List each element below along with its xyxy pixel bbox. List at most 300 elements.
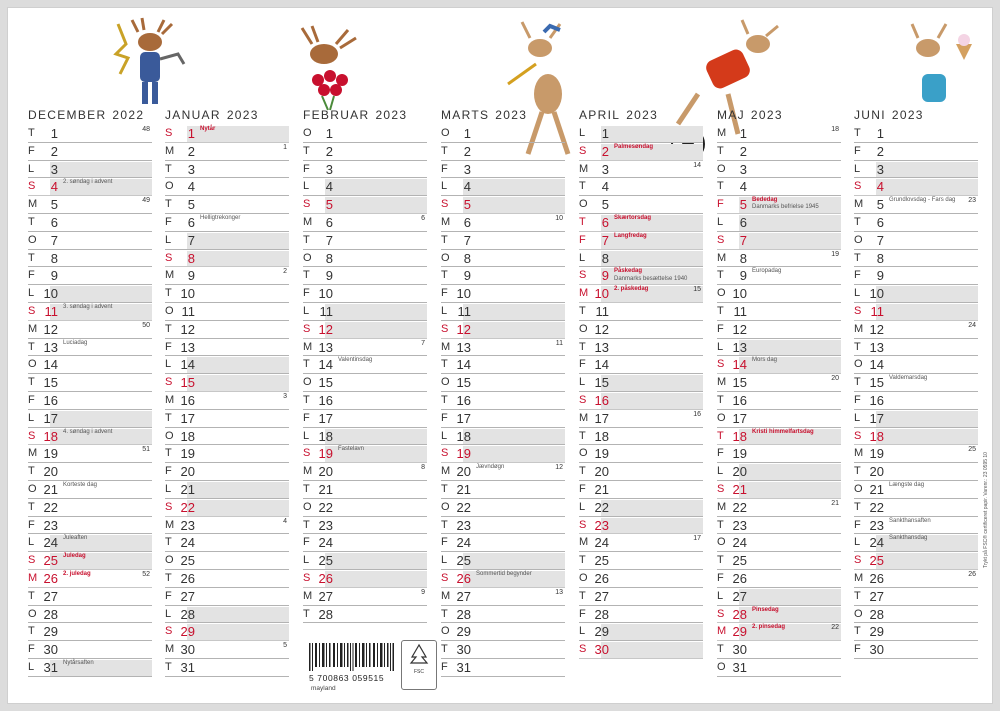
day-number: 7 (876, 232, 884, 248)
weekday-letter: F (165, 215, 172, 228)
weekday-letter: L (854, 536, 861, 549)
day-row[interactable] (441, 463, 565, 481)
weekday-letter: O (441, 500, 450, 513)
weekday-letter: O (303, 251, 312, 264)
day-row[interactable] (165, 481, 289, 499)
weekday-letter: S (854, 180, 862, 193)
weekday-letter: F (28, 643, 35, 656)
day-row[interactable] (165, 321, 289, 339)
day-row[interactable] (303, 570, 427, 588)
day-row[interactable] (854, 410, 978, 428)
day-number: 27 (43, 588, 58, 604)
day-row[interactable] (717, 641, 841, 659)
day-row[interactable] (579, 374, 703, 392)
day-row[interactable] (717, 588, 841, 606)
day-row[interactable] (303, 250, 427, 268)
day-row[interactable] (165, 125, 289, 143)
day-number: 18 (43, 428, 58, 444)
weekday-letter: F (28, 518, 35, 531)
day-row[interactable] (854, 374, 978, 392)
day-row[interactable] (165, 303, 289, 321)
day-row[interactable] (854, 517, 978, 535)
day-row[interactable] (854, 463, 978, 481)
day-row[interactable] (579, 534, 703, 552)
day-row[interactable] (165, 410, 289, 428)
day-number: 13 (180, 339, 195, 355)
holiday-name: 4. søndag i advent (63, 428, 113, 435)
day-number: 13 (318, 339, 333, 355)
weekday-letter: F (579, 233, 586, 246)
day-row[interactable] (165, 232, 289, 250)
day-row[interactable] (28, 143, 152, 161)
day-row[interactable] (579, 303, 703, 321)
day-row[interactable] (165, 534, 289, 552)
day-row[interactable] (165, 659, 289, 677)
day-number: 29 (180, 624, 195, 640)
weekday-letter: T (854, 251, 861, 264)
weekday-letter: S (717, 607, 725, 620)
weekday-letter: F (717, 322, 724, 335)
day-row[interactable] (303, 481, 427, 499)
day-row[interactable] (441, 499, 565, 517)
day-row[interactable] (441, 303, 565, 321)
day-row[interactable] (579, 143, 703, 161)
day-row[interactable] (579, 499, 703, 517)
day-row[interactable] (441, 374, 565, 392)
day-row[interactable] (717, 125, 841, 143)
day-row[interactable] (28, 125, 152, 143)
day-number: 19 (869, 446, 884, 462)
day-row[interactable] (717, 339, 841, 357)
week-number: 11 (555, 339, 563, 347)
day-row[interactable] (441, 250, 565, 268)
day-row[interactable] (441, 623, 565, 641)
day-row[interactable] (717, 659, 841, 677)
holiday-name: Helligtrekonger (200, 214, 241, 221)
day-row[interactable] (441, 552, 565, 570)
weekend-shade (739, 233, 841, 249)
day-row[interactable] (28, 481, 152, 499)
day-row[interactable] (165, 214, 289, 232)
day-row[interactable] (303, 410, 427, 428)
day-number: 8 (463, 250, 471, 266)
day-row[interactable] (441, 392, 565, 410)
day-row[interactable] (165, 392, 289, 410)
day-number: 29 (456, 624, 471, 640)
day-row[interactable] (717, 178, 841, 196)
day-row[interactable] (441, 339, 565, 357)
holiday-name: Nytårsaften (63, 659, 94, 666)
day-row[interactable] (28, 534, 152, 552)
weekday-letter: M (854, 198, 864, 211)
day-row[interactable] (717, 161, 841, 179)
day-row[interactable] (165, 517, 289, 535)
weekday-letter: S (303, 447, 311, 460)
day-row[interactable] (717, 410, 841, 428)
day-row[interactable] (28, 267, 152, 285)
day-row[interactable] (717, 392, 841, 410)
day-row[interactable] (441, 285, 565, 303)
day-row[interactable] (165, 463, 289, 481)
day-row[interactable] (854, 143, 978, 161)
day-row[interactable] (579, 321, 703, 339)
day-row[interactable] (303, 125, 427, 143)
day-number: 23 (869, 517, 884, 533)
day-number: 21 (456, 481, 471, 497)
day-row[interactable] (854, 125, 978, 143)
day-row[interactable] (303, 161, 427, 179)
day-row[interactable] (28, 641, 152, 659)
day-row[interactable] (28, 499, 152, 517)
day-row[interactable] (303, 214, 427, 232)
day-row[interactable] (28, 463, 152, 481)
day-row[interactable] (717, 623, 841, 641)
day-number: 19 (594, 446, 609, 462)
day-row[interactable] (579, 339, 703, 357)
day-row[interactable] (28, 196, 152, 214)
day-row[interactable] (854, 267, 978, 285)
day-row[interactable] (717, 285, 841, 303)
weekday-letter: L (579, 625, 586, 638)
month-year: 2023 (626, 108, 659, 122)
day-row[interactable] (854, 445, 978, 463)
weekend-shade (876, 286, 978, 302)
day-row[interactable] (303, 445, 427, 463)
day-row[interactable] (165, 161, 289, 179)
day-row[interactable] (579, 570, 703, 588)
day-row[interactable] (854, 232, 978, 250)
day-row[interactable] (165, 374, 289, 392)
weekday-letter: M (717, 251, 727, 264)
day-row[interactable] (303, 463, 427, 481)
day-row[interactable] (579, 517, 703, 535)
weekday-letter: L (717, 589, 724, 602)
day-row[interactable] (303, 428, 427, 446)
day-row[interactable] (579, 588, 703, 606)
day-row[interactable] (28, 588, 152, 606)
day-row[interactable] (717, 534, 841, 552)
weekday-letter: M (28, 322, 38, 335)
day-row[interactable] (165, 588, 289, 606)
day-row[interactable] (165, 356, 289, 374)
day-row[interactable] (854, 161, 978, 179)
day-row[interactable] (717, 499, 841, 517)
day-row[interactable] (717, 428, 841, 446)
day-list (579, 125, 703, 659)
day-row[interactable] (854, 339, 978, 357)
day-row[interactable] (441, 517, 565, 535)
day-row[interactable] (854, 552, 978, 570)
day-row[interactable] (303, 303, 427, 321)
day-row[interactable] (28, 250, 152, 268)
day-row[interactable] (165, 143, 289, 161)
weekday-letter: T (28, 589, 35, 602)
holiday-name: Valdemarsdag (889, 375, 928, 382)
holiday-name: Sankthansdag (889, 535, 928, 542)
day-row[interactable] (579, 481, 703, 499)
day-row[interactable] (303, 232, 427, 250)
day-row[interactable] (28, 232, 152, 250)
day-row[interactable] (717, 232, 841, 250)
day-number: 7 (739, 232, 747, 248)
day-row[interactable] (303, 356, 427, 374)
day-number: 28 (456, 606, 471, 622)
day-row[interactable] (854, 250, 978, 268)
day-row[interactable] (303, 588, 427, 606)
weekday-letter: O (717, 536, 726, 549)
day-row[interactable] (854, 196, 978, 214)
day-row[interactable] (854, 428, 978, 446)
day-row[interactable] (165, 641, 289, 659)
day-row[interactable] (717, 214, 841, 232)
weekday-letter: M (441, 215, 451, 228)
day-row[interactable] (28, 410, 152, 428)
day-row[interactable] (165, 285, 289, 303)
day-row[interactable] (579, 232, 703, 250)
day-row[interactable] (441, 570, 565, 588)
weekday-letter: L (579, 251, 586, 264)
day-row[interactable] (717, 481, 841, 499)
day-row[interactable] (717, 374, 841, 392)
day-row[interactable] (28, 623, 152, 641)
day-row[interactable] (854, 303, 978, 321)
day-row[interactable] (165, 552, 289, 570)
day-row[interactable] (441, 161, 565, 179)
day-number: 14 (732, 357, 747, 373)
day-row[interactable] (165, 445, 289, 463)
day-number: 4 (739, 179, 747, 195)
day-row[interactable] (165, 499, 289, 517)
day-row[interactable] (165, 196, 289, 214)
weekday-letter: S (165, 625, 173, 638)
day-row[interactable] (579, 606, 703, 624)
weekend-shade (463, 553, 565, 569)
day-row[interactable] (28, 178, 152, 196)
day-row[interactable] (303, 517, 427, 535)
weekend-shade (187, 251, 289, 267)
day-row[interactable] (854, 588, 978, 606)
day-row[interactable] (579, 463, 703, 481)
day-row[interactable] (579, 125, 703, 143)
day-row[interactable] (717, 250, 841, 268)
weekday-letter: F (854, 144, 861, 157)
day-row[interactable] (28, 303, 152, 321)
weekday-letter: M (717, 127, 727, 139)
day-row[interactable] (28, 392, 152, 410)
day-row[interactable] (717, 463, 841, 481)
day-number: 22 (869, 499, 884, 515)
day-number: 23 (732, 517, 747, 533)
day-row[interactable] (579, 178, 703, 196)
day-row[interactable] (579, 445, 703, 463)
weekday-letter: S (165, 251, 173, 264)
day-row[interactable] (441, 267, 565, 285)
day-row[interactable] (441, 481, 565, 499)
day-row[interactable] (717, 445, 841, 463)
day-row[interactable] (441, 588, 565, 606)
weekday-letter: M (441, 589, 451, 602)
weekday-letter: L (28, 162, 35, 175)
day-row[interactable] (303, 534, 427, 552)
day-row[interactable] (579, 214, 703, 232)
day-row[interactable] (441, 214, 565, 232)
day-row[interactable] (303, 285, 427, 303)
day-row[interactable] (165, 428, 289, 446)
day-row[interactable] (28, 517, 152, 535)
weekday-letter: T (441, 233, 448, 246)
day-number: 28 (732, 606, 747, 622)
day-row[interactable] (579, 267, 703, 285)
day-row[interactable] (165, 606, 289, 624)
day-row[interactable] (165, 570, 289, 588)
day-row[interactable] (28, 285, 152, 303)
day-row[interactable] (579, 392, 703, 410)
day-row[interactable] (441, 534, 565, 552)
day-row[interactable] (303, 178, 427, 196)
day-row[interactable] (579, 161, 703, 179)
day-row[interactable] (441, 178, 565, 196)
holiday-name: Luciadag (63, 339, 88, 346)
weekday-letter: L (441, 554, 448, 567)
day-row[interactable] (441, 606, 565, 624)
day-row[interactable] (28, 321, 152, 339)
day-row[interactable] (28, 659, 152, 677)
weekday-letter: L (303, 304, 310, 317)
day-row[interactable] (579, 410, 703, 428)
week-number: 20 (831, 375, 839, 383)
day-row[interactable] (165, 250, 289, 268)
day-number: 26 (456, 570, 471, 586)
day-row[interactable] (441, 445, 565, 463)
day-row[interactable] (303, 499, 427, 517)
day-number: 21 (318, 481, 333, 497)
day-number: 2 (876, 143, 884, 159)
day-row[interactable] (165, 339, 289, 357)
day-row[interactable] (854, 392, 978, 410)
day-number: 13 (43, 339, 58, 355)
day-row[interactable] (717, 321, 841, 339)
day-row[interactable] (579, 356, 703, 374)
day-row[interactable] (579, 196, 703, 214)
day-row[interactable] (165, 178, 289, 196)
day-row[interactable] (28, 428, 152, 446)
day-row[interactable] (579, 641, 703, 659)
day-row[interactable] (717, 517, 841, 535)
day-row[interactable] (165, 623, 289, 641)
day-row[interactable] (441, 196, 565, 214)
day-row[interactable] (579, 428, 703, 446)
day-row[interactable] (854, 570, 978, 588)
day-number: 4 (50, 179, 58, 195)
weekday-letter: L (441, 429, 448, 442)
day-row[interactable] (717, 606, 841, 624)
day-row[interactable] (28, 606, 152, 624)
day-row[interactable] (441, 428, 565, 446)
day-row[interactable] (165, 267, 289, 285)
day-row[interactable] (854, 356, 978, 374)
day-number: 15 (869, 375, 884, 391)
day-row[interactable] (854, 285, 978, 303)
day-row[interactable] (28, 356, 152, 374)
day-number: 29 (594, 624, 609, 640)
day-row[interactable] (303, 374, 427, 392)
day-number: 5 (187, 197, 195, 213)
weekday-letter: T (165, 411, 172, 424)
weekday-letter: F (441, 287, 448, 300)
day-number: 25 (456, 553, 471, 569)
day-row[interactable] (303, 321, 427, 339)
day-row[interactable] (717, 143, 841, 161)
day-row[interactable] (854, 641, 978, 659)
day-row[interactable] (441, 641, 565, 659)
day-row[interactable] (28, 161, 152, 179)
day-row[interactable] (854, 178, 978, 196)
day-row[interactable] (579, 250, 703, 268)
holiday-note (889, 518, 931, 525)
day-row[interactable] (717, 303, 841, 321)
day-row[interactable] (717, 552, 841, 570)
weekday-letter: F (579, 358, 586, 371)
day-number: 3 (876, 161, 884, 177)
day-row[interactable] (854, 481, 978, 499)
day-row[interactable] (28, 339, 152, 357)
day-row[interactable] (441, 410, 565, 428)
day-row[interactable] (854, 499, 978, 517)
day-row[interactable] (717, 267, 841, 285)
day-row[interactable] (441, 143, 565, 161)
day-row[interactable] (579, 285, 703, 303)
day-row[interactable] (717, 356, 841, 374)
day-row[interactable] (854, 623, 978, 641)
day-row[interactable] (28, 445, 152, 463)
day-row[interactable] (28, 552, 152, 570)
day-row[interactable] (303, 267, 427, 285)
weekday-letter: F (441, 162, 448, 175)
day-row[interactable] (854, 321, 978, 339)
day-row[interactable] (717, 196, 841, 214)
day-row[interactable] (303, 339, 427, 357)
day-row[interactable] (303, 606, 427, 624)
weekday-letter: L (28, 536, 35, 549)
week-number: 21 (831, 499, 839, 507)
holiday-note (63, 429, 112, 436)
day-row[interactable] (303, 392, 427, 410)
weekday-letter: S (854, 304, 862, 317)
day-row[interactable] (854, 606, 978, 624)
weekday-letter: S (28, 180, 36, 193)
weekday-letter: M (165, 144, 175, 157)
day-row[interactable] (579, 552, 703, 570)
day-row[interactable] (28, 214, 152, 232)
day-row[interactable] (854, 214, 978, 232)
day-row[interactable] (441, 321, 565, 339)
day-row[interactable] (441, 356, 565, 374)
day-row[interactable] (28, 570, 152, 588)
day-row[interactable] (717, 570, 841, 588)
day-row[interactable] (28, 374, 152, 392)
day-row[interactable] (579, 623, 703, 641)
day-number: 6 (50, 214, 58, 230)
day-row[interactable] (303, 143, 427, 161)
day-row[interactable] (854, 534, 978, 552)
day-row[interactable] (303, 196, 427, 214)
day-number: 23 (318, 517, 333, 533)
weekend-shade (187, 375, 289, 391)
day-row[interactable] (303, 552, 427, 570)
day-row[interactable] (441, 232, 565, 250)
day-row[interactable] (441, 659, 565, 677)
day-row[interactable] (441, 125, 565, 143)
